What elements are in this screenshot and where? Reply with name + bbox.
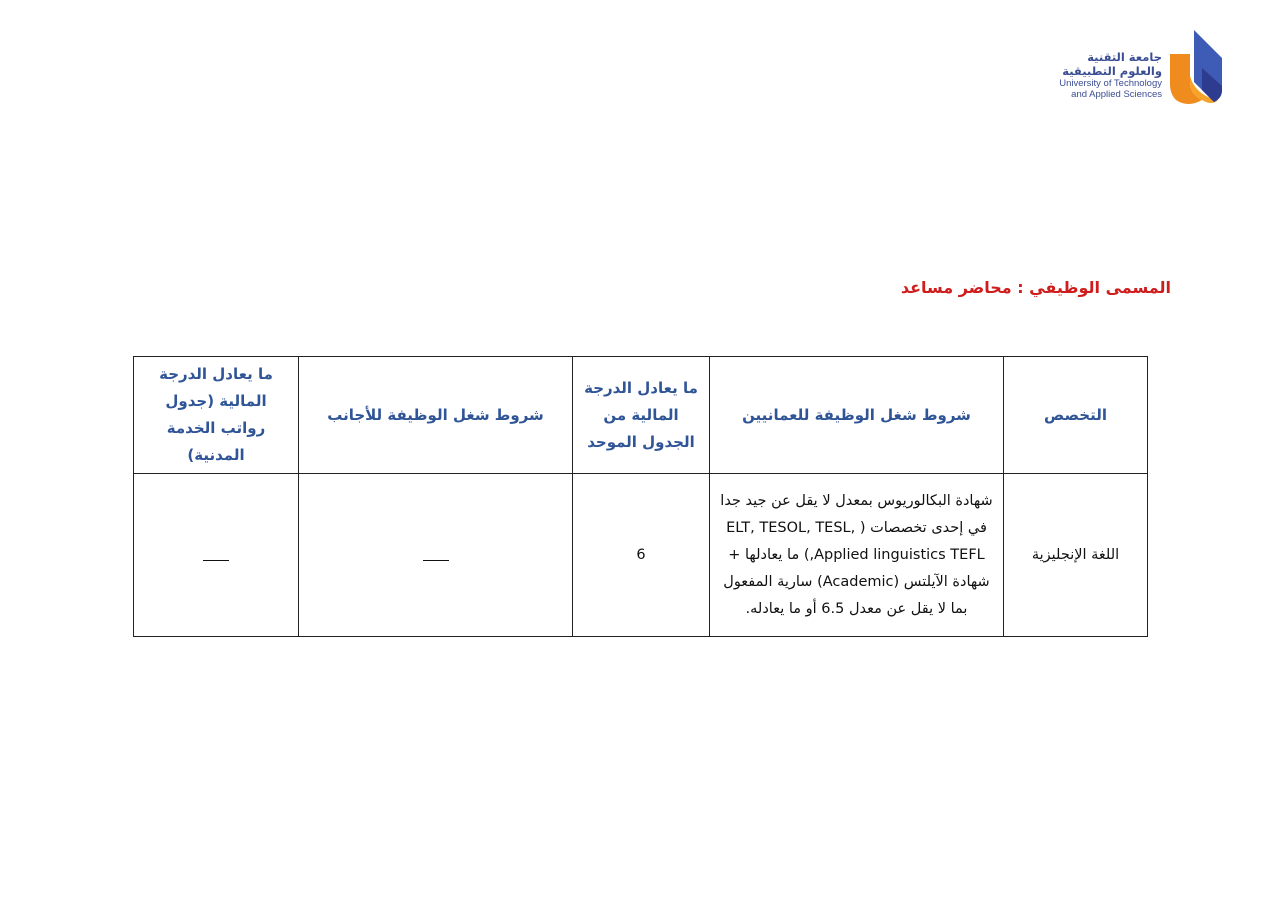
logo-arabic-line-2: والعلوم التطبيقية: [1062, 64, 1162, 78]
omani-requirements-text: شهادة البكالوريوس بمعدل لا يقل عن جيد جدا في إحدى تخصصات ( ELT, TESOL, TESL, ,Applied linguistics TEFL) ما يعادلها + شهادة الآيلتس (Academic) سارية المفعول بما لا يقل عن معدل 6.5 أو ما يعادله.: [720, 492, 993, 617]
header-omani-requirements: شروط شغل الوظيفة للعمانيين: [710, 357, 1004, 474]
job-title: المسمى الوظيفي : محاضر مساعد: [900, 278, 1171, 297]
university-logo: [1040, 26, 1230, 112]
requirements-table: [133, 356, 1148, 637]
header-specialization: التخصص: [1004, 357, 1148, 474]
logo-arabic-line-1: جامعة التقنية: [1087, 50, 1162, 64]
header-foreign-requirements: شروط شغل الوظيفة للأجانب: [299, 357, 573, 474]
header-unified-grade: ما يعادل الدرجة المالية من الجدول الموحد: [573, 357, 710, 474]
table-row: [134, 474, 1148, 637]
empty-dash: [203, 559, 229, 561]
logo-mark-icon: [1168, 28, 1224, 108]
cell-civil-service-grade: [134, 474, 299, 637]
logo-english-line-2: and Applied Sciences: [1071, 89, 1162, 100]
cell-specialization: اللغة الإنجليزية: [1004, 474, 1148, 637]
logo-text: [1059, 50, 1162, 100]
cell-foreign-requirements: [299, 474, 573, 637]
cell-unified-grade: 6: [573, 474, 710, 637]
cell-omani-requirements: [710, 474, 1004, 637]
empty-dash: [423, 559, 449, 561]
logo-english-line-1: University of Technology: [1059, 78, 1162, 89]
table-header-row: [134, 357, 1148, 474]
header-civil-service-grade: ما يعادل الدرجة المالية (جدول رواتب الخدمة المدنية): [134, 357, 299, 474]
